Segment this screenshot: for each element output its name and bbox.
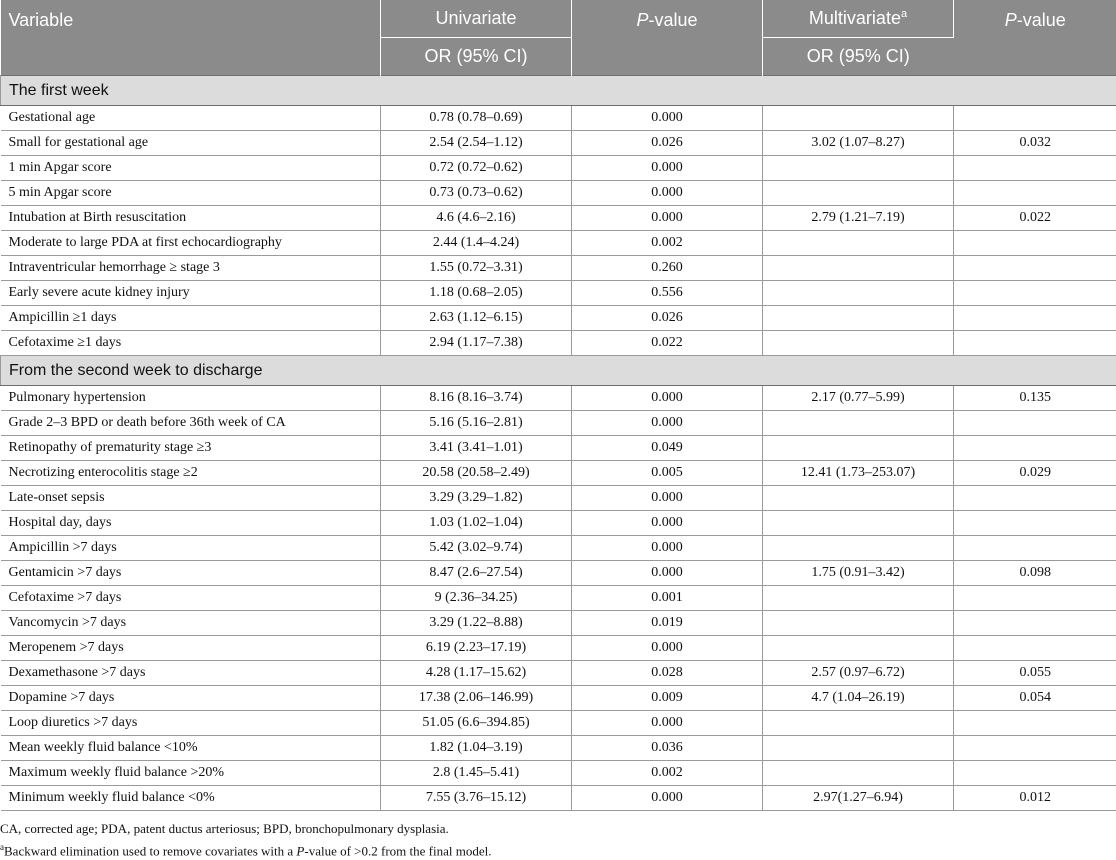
cell-univariate-or: 6.19 (2.23–17.19): [381, 636, 572, 661]
cell-multivariate-or: 1.75 (0.91–3.42): [763, 561, 954, 586]
cell-variable: Minimum weekly fluid balance <0%: [1, 786, 381, 811]
cell-univariate-or: 5.16 (5.16–2.81): [381, 411, 572, 436]
cell-univariate-p: 0.556: [572, 281, 763, 306]
table-body: [1, 76, 1116, 811]
cell-univariate-p: 0.005: [572, 461, 763, 486]
table-row: [1, 461, 1116, 486]
cell-variable: Intubation at Birth resuscitation: [1, 206, 381, 231]
footnotes: [0, 820, 1116, 860]
table-row: [1, 561, 1116, 586]
cell-univariate-p: 0.000: [572, 206, 763, 231]
header-univariate: Univariate: [381, 0, 572, 38]
cell-univariate-p: 0.002: [572, 231, 763, 256]
cell-univariate-p: 0.260: [572, 256, 763, 281]
cell-univariate-p: 0.009: [572, 686, 763, 711]
cell-univariate-or: 3.41 (3.41–1.01): [381, 436, 572, 461]
model-note: [0, 838, 1116, 860]
cell-multivariate-or: 2.97(1.27–6.94): [763, 786, 954, 811]
cell-multivariate-or: 4.7 (1.04–26.19): [763, 686, 954, 711]
cell-univariate-or: 1.18 (0.68–2.05): [381, 281, 572, 306]
cell-multivariate-or: 12.41 (1.73–253.07): [763, 461, 954, 486]
table-row: [1, 331, 1116, 356]
cell-univariate-p: 0.001: [572, 586, 763, 611]
table-row: [1, 231, 1116, 256]
cell-univariate-or: 1.82 (1.04–3.19): [381, 736, 572, 761]
cell-univariate-or: 20.58 (20.58–2.49): [381, 461, 572, 486]
header-multivariate-p-value: [954, 0, 1116, 76]
table-row: [1, 256, 1116, 281]
header-multivariate-footnote-marker: a: [901, 8, 907, 20]
cell-multivariate-or: [763, 436, 954, 461]
cell-multivariate-or: [763, 736, 954, 761]
cell-univariate-p: 0.036: [572, 736, 763, 761]
cell-univariate-or: 2.54 (2.54–1.12): [381, 131, 572, 156]
cell-variable: Hospital day, days: [1, 511, 381, 536]
cell-univariate-p: 0.000: [572, 711, 763, 736]
cell-multivariate-p: [954, 256, 1116, 281]
table-row: [1, 181, 1116, 206]
cell-univariate-p: 0.002: [572, 761, 763, 786]
header-variable: Variable: [1, 0, 381, 76]
cell-multivariate-or: [763, 536, 954, 561]
cell-univariate-or: 7.55 (3.76–15.12): [381, 786, 572, 811]
cell-multivariate-or: [763, 106, 954, 131]
cell-univariate-p: 0.000: [572, 106, 763, 131]
cell-univariate-or: 2.63 (1.12–6.15): [381, 306, 572, 331]
table-row: [1, 686, 1116, 711]
cell-multivariate-or: [763, 231, 954, 256]
cell-variable: Dexamethasone >7 days: [1, 661, 381, 686]
cell-multivariate-p: [954, 181, 1116, 206]
table-row: [1, 586, 1116, 611]
cell-multivariate-p: 0.032: [954, 131, 1116, 156]
header-multivariate: [763, 0, 954, 38]
cell-variable: Mean weekly fluid balance <10%: [1, 736, 381, 761]
section-title: The first week: [1, 76, 1116, 106]
cell-variable: Dopamine >7 days: [1, 686, 381, 711]
table-row: [1, 711, 1116, 736]
header-univariate-p-value: [572, 0, 763, 76]
cell-multivariate-or: [763, 611, 954, 636]
table-row: [1, 736, 1116, 761]
cell-variable: Necrotizing enterocolitis stage ≥2: [1, 461, 381, 486]
header-univariate-or: OR (95% CI): [381, 38, 572, 76]
table-row: [1, 411, 1116, 436]
cell-multivariate-p: 0.029: [954, 461, 1116, 486]
cell-variable: Gestational age: [1, 106, 381, 131]
cell-univariate-p: 0.049: [572, 436, 763, 461]
cell-multivariate-p: [954, 436, 1116, 461]
cell-multivariate-or: [763, 486, 954, 511]
cell-variable: Moderate to large PDA at first echocardiography: [1, 231, 381, 256]
cell-univariate-p: 0.000: [572, 181, 763, 206]
cell-multivariate-p: 0.012: [954, 786, 1116, 811]
cell-variable: Ampicillin >7 days: [1, 536, 381, 561]
header-p-italic: P: [636, 10, 648, 30]
cell-univariate-or: 3.29 (3.29–1.82): [381, 486, 572, 511]
model-note-marker: a: [0, 842, 4, 852]
cell-univariate-or: 9 (2.36–34.25): [381, 586, 572, 611]
cell-multivariate-or: [763, 181, 954, 206]
table-row: [1, 436, 1116, 461]
cell-multivariate-p: [954, 636, 1116, 661]
table-row: [1, 511, 1116, 536]
cell-univariate-or: 17.38 (2.06–146.99): [381, 686, 572, 711]
cell-multivariate-or: [763, 306, 954, 331]
header-p-italic: P: [1005, 10, 1017, 30]
cell-univariate-or: 8.47 (2.6–27.54): [381, 561, 572, 586]
table-row: [1, 206, 1116, 231]
header-multivariate-or: OR (95% CI): [763, 38, 954, 76]
cell-multivariate-or: [763, 761, 954, 786]
cell-multivariate-p: 0.054: [954, 686, 1116, 711]
cell-multivariate-p: [954, 586, 1116, 611]
cell-univariate-or: 3.29 (1.22–8.88): [381, 611, 572, 636]
cell-univariate-or: 2.8 (1.45–5.41): [381, 761, 572, 786]
cell-variable: Gentamicin >7 days: [1, 561, 381, 586]
cell-variable: Late-onset sepsis: [1, 486, 381, 511]
table-row: [1, 131, 1116, 156]
cell-univariate-p: 0.000: [572, 156, 763, 181]
cell-univariate-or: 1.55 (0.72–3.31): [381, 256, 572, 281]
cell-multivariate-or: [763, 411, 954, 436]
cell-variable: Vancomycin >7 days: [1, 611, 381, 636]
table-header: [1, 0, 1116, 76]
cell-univariate-p: 0.022: [572, 331, 763, 356]
cell-multivariate-p: [954, 306, 1116, 331]
cell-univariate-or: 1.03 (1.02–1.04): [381, 511, 572, 536]
cell-multivariate-or: [763, 636, 954, 661]
cell-multivariate-p: 0.055: [954, 661, 1116, 686]
cell-multivariate-or: [763, 711, 954, 736]
table-row: [1, 611, 1116, 636]
cell-multivariate-p: [954, 511, 1116, 536]
cell-multivariate-or: [763, 331, 954, 356]
cell-univariate-p: 0.026: [572, 131, 763, 156]
header-p-suffix: -value: [648, 10, 697, 30]
header-multivariate-label: Multivariate: [809, 8, 901, 28]
cell-univariate-p: 0.000: [572, 411, 763, 436]
cell-multivariate-p: 0.022: [954, 206, 1116, 231]
abbreviations-note: CA, corrected age; PDA, patent ductus arteriosus; BPD, bronchopulmonary dysplasia.: [0, 820, 1116, 838]
cell-multivariate-p: [954, 611, 1116, 636]
cell-multivariate-p: [954, 281, 1116, 306]
table-row: [1, 306, 1116, 331]
cell-multivariate-p: 0.135: [954, 386, 1116, 411]
cell-univariate-or: 5.42 (3.02–9.74): [381, 536, 572, 561]
cell-univariate-p: 0.000: [572, 786, 763, 811]
cell-multivariate-or: [763, 256, 954, 281]
cell-multivariate-p: [954, 411, 1116, 436]
cell-variable: Meropenem >7 days: [1, 636, 381, 661]
cell-univariate-or: 4.6 (4.6–2.16): [381, 206, 572, 231]
cell-univariate-or: 51.05 (6.6–394.85): [381, 711, 572, 736]
cell-univariate-p: 0.000: [572, 386, 763, 411]
cell-variable: Intraventricular hemorrhage ≥ stage 3: [1, 256, 381, 281]
cell-multivariate-p: [954, 711, 1116, 736]
cell-multivariate-or: [763, 281, 954, 306]
cell-multivariate-or: [763, 156, 954, 181]
header-p-suffix: -value: [1017, 10, 1066, 30]
cell-multivariate-p: [954, 156, 1116, 181]
table-row: [1, 761, 1116, 786]
cell-multivariate-p: [954, 231, 1116, 256]
cell-multivariate-p: [954, 486, 1116, 511]
cell-variable: 1 min Apgar score: [1, 156, 381, 181]
table-row: [1, 786, 1116, 811]
cell-univariate-or: 0.72 (0.72–0.62): [381, 156, 572, 181]
cell-variable: Small for gestational age: [1, 131, 381, 156]
table-row: [1, 486, 1116, 511]
table-row: [1, 281, 1116, 306]
cell-multivariate-or: 2.17 (0.77–5.99): [763, 386, 954, 411]
cell-multivariate-p: [954, 331, 1116, 356]
table-row: [1, 156, 1116, 181]
cell-variable: Maximum weekly fluid balance >20%: [1, 761, 381, 786]
cell-variable: 5 min Apgar score: [1, 181, 381, 206]
cell-univariate-p: 0.019: [572, 611, 763, 636]
table-row: [1, 536, 1116, 561]
cell-univariate-p: 0.028: [572, 661, 763, 686]
cell-multivariate-or: 2.57 (0.97–6.72): [763, 661, 954, 686]
cell-univariate-p: 0.000: [572, 561, 763, 586]
cell-multivariate-or: [763, 511, 954, 536]
cell-variable: Loop diuretics >7 days: [1, 711, 381, 736]
cell-univariate-or: 0.78 (0.78–0.69): [381, 106, 572, 131]
cell-multivariate-p: [954, 106, 1116, 131]
cell-variable: Cefotaxime >7 days: [1, 586, 381, 611]
cell-univariate-or: 4.28 (1.17–15.62): [381, 661, 572, 686]
section-row: [1, 76, 1116, 106]
model-note-p: P: [296, 843, 304, 858]
cell-variable: Cefotaxime ≥1 days: [1, 331, 381, 356]
cell-univariate-p: 0.026: [572, 306, 763, 331]
cell-multivariate-p: [954, 736, 1116, 761]
cell-univariate-p: 0.000: [572, 636, 763, 661]
cell-multivariate-p: 0.098: [954, 561, 1116, 586]
table-row: [1, 661, 1116, 686]
cell-univariate-or: 2.44 (1.4–4.24): [381, 231, 572, 256]
cell-multivariate-or: 3.02 (1.07–8.27): [763, 131, 954, 156]
cell-variable: Grade 2–3 BPD or death before 36th week of CA: [1, 411, 381, 436]
cell-univariate-p: 0.000: [572, 486, 763, 511]
cell-univariate-or: 0.73 (0.73–0.62): [381, 181, 572, 206]
table-row: [1, 106, 1116, 131]
cell-multivariate-or: [763, 586, 954, 611]
cell-multivariate-or: 2.79 (1.21–7.19): [763, 206, 954, 231]
cell-variable: Pulmonary hypertension: [1, 386, 381, 411]
table-row: [1, 386, 1116, 411]
section-title: From the second week to discharge: [1, 356, 1116, 386]
table-row: [1, 636, 1116, 661]
cell-univariate-p: 0.000: [572, 536, 763, 561]
cell-variable: Retinopathy of prematurity stage ≥3: [1, 436, 381, 461]
cell-univariate-or: 8.16 (8.16–3.74): [381, 386, 572, 411]
cell-multivariate-p: [954, 536, 1116, 561]
cell-variable: Early severe acute kidney injury: [1, 281, 381, 306]
cell-multivariate-p: [954, 761, 1116, 786]
cell-univariate-p: 0.000: [572, 511, 763, 536]
cell-variable: Ampicillin ≥1 days: [1, 306, 381, 331]
model-note-pre: Backward elimination used to remove covariates with a: [4, 843, 296, 858]
section-row: [1, 356, 1116, 386]
cell-univariate-or: 2.94 (1.17–7.38): [381, 331, 572, 356]
model-note-post: -value of >0.2 from the final model.: [304, 843, 491, 858]
